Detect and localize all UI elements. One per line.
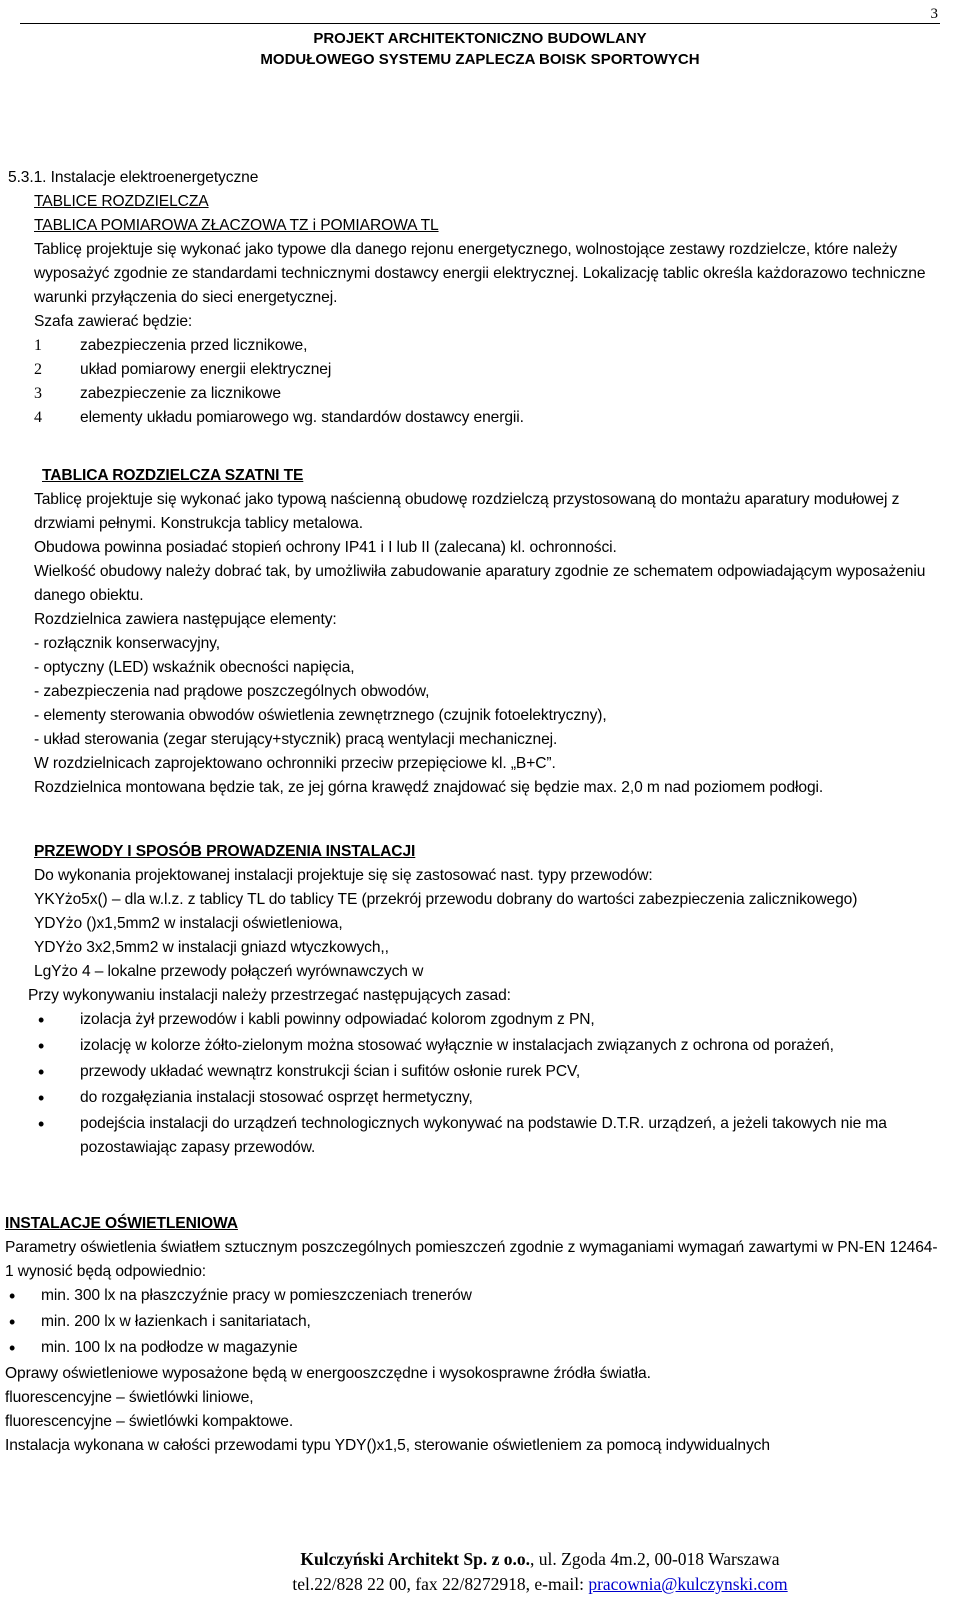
paragraph-line: YKYżo5x() – dla w.l.z. z tablicy TL do tablicy TE (przekrój przewodu dobrany do wartości zabezpieczenia zalicznikowego) bbox=[34, 891, 858, 908]
footer-company-line bbox=[0, 1547, 960, 1572]
paragraph-line: W rozdzielnicach zaprojektowano ochronniki przeciw przepięciowe kl. „B+C”. bbox=[34, 755, 556, 772]
section-tablica-szatni bbox=[34, 464, 944, 800]
list-item bbox=[34, 334, 946, 358]
bullet-icon bbox=[5, 1284, 41, 1310]
bullet-list bbox=[5, 1284, 945, 1362]
list-text: zabezpieczenie za licznikowe bbox=[80, 385, 281, 402]
section-title-text: Instalacje elektroenergetyczne bbox=[46, 169, 259, 186]
paragraph-line: Instalacja wykonana w całości przewodami typu YDY()x1,5, sterowanie oświetleniem za pomocą indywidualnych bbox=[5, 1437, 770, 1454]
numbered-list bbox=[34, 334, 946, 430]
bullet-icon bbox=[5, 1336, 41, 1362]
list-text: podejścia instalacji do urządzeń technologicznych wykonywać na podstawie D.T.R. urządzeń, a jeżeli takowych nie ma pozostawiając zapasy przewodów. bbox=[80, 1115, 887, 1156]
list-text: zabezpieczenia przed licznikowe, bbox=[80, 337, 308, 354]
heading-tablica-szatni: TABLICA ROZDZIELCZA SZATNI TE bbox=[42, 467, 304, 484]
page-footer bbox=[0, 1547, 960, 1597]
bullet-icon bbox=[34, 1034, 80, 1060]
paragraph-line: YDYżo ()x1,5mm2 w instalacji oświetleniowa, bbox=[34, 915, 343, 932]
list-item bbox=[34, 406, 946, 430]
paragraph-line: Rozdzielnica montowana będzie tak, ze jej górna krawędź znajdować się będzie max. 2,0 m nad poziomem podłogi. bbox=[34, 779, 824, 796]
paragraph-tablice: Tablicę projektuje się wykonać jako typowe dla danego rejonu energetycznego, wolnostojące zestawy rozdzielcze, które należy wyposażyć zgodnie ze standardami technicznymi dostawcy energii elektrycznej. Lokalizację tablic określa każdorazowo techniczne warunki przyłączenia do sieci energetycznej. bbox=[34, 241, 926, 306]
header-rule bbox=[20, 23, 940, 24]
heading-tablica-pomiarowa: TABLICA POMIAROWA ZŁACZOWA TZ i POMIAROWA TL bbox=[34, 217, 439, 234]
footer-email-link[interactable]: pracownia@kulczynski.com bbox=[588, 1574, 788, 1594]
paragraph-rules-intro: Przy wykonywaniu instalacji należy przestrzegać następujących zasad: bbox=[28, 987, 511, 1004]
list-text: izolacja żył przewodów i kabli powinny odpowiadać kolorom zgodnym z PN, bbox=[80, 1011, 595, 1028]
document-body bbox=[0, 166, 960, 1458]
list-item bbox=[5, 1336, 945, 1362]
list-text: układ pomiarowy energii elektrycznej bbox=[80, 361, 332, 378]
bullet-icon bbox=[34, 1112, 80, 1160]
footer-company: Kulczyński Architekt Sp. z o.o. bbox=[300, 1549, 531, 1569]
paragraph-line: Obudowa powinna posiadać stopień ochrony IP41 i I lub II (zalecana) kl. ochronności. bbox=[34, 539, 617, 556]
list-item bbox=[34, 1034, 944, 1060]
bullet-icon bbox=[34, 1060, 80, 1086]
bullet-icon bbox=[34, 1086, 80, 1112]
section-oswietlenie bbox=[5, 1212, 945, 1458]
list-text: min. 300 lx na płaszczyźnie pracy w pomieszczeniach trenerów bbox=[41, 1287, 472, 1304]
list-item bbox=[34, 1060, 944, 1086]
list-number: 2 bbox=[34, 361, 42, 378]
paragraph-line: - optyczny (LED) wskaźnik obecności napięcia, bbox=[34, 659, 355, 676]
header-line-2: MODUŁOWEGO SYSTEMU ZAPLECZA BOISK SPORTOWYCH bbox=[260, 51, 700, 68]
paragraph-line: - elementy sterowania obwodów oświetlenia zewnętrznego (czujnik fotoelektryczny), bbox=[34, 707, 607, 724]
list-item bbox=[34, 358, 946, 382]
list-text: do rozgałęziania instalacji stosować osprzęt hermetyczny, bbox=[80, 1089, 473, 1106]
paragraph-line: - układ sterowania (zegar sterujący+stycznik) pracą wentylacji mechanicznej. bbox=[34, 731, 558, 748]
list-text: min. 200 lx w łazienkach i sanitariatach, bbox=[41, 1313, 311, 1330]
list-number: 3 bbox=[34, 385, 42, 402]
paragraph-szafa-intro: Szafa zawierać będzie: bbox=[34, 313, 193, 330]
heading-oswietlenie: INSTALACJE OŚWIETLENIOWA bbox=[5, 1215, 238, 1232]
paragraph-line: fluorescencyjne – świetlówki kompaktowe. bbox=[5, 1413, 294, 1430]
section-przewody bbox=[28, 840, 944, 1160]
page-number: 3 bbox=[930, 6, 938, 22]
paragraph-line: Wielkość obudowy należy dobrać tak, by umożliwiła zabudowanie aparatury zgodnie ze schematem odpowiadającym wyposażeniu danego obiektu. bbox=[34, 563, 926, 604]
footer-address: , ul. Zgoda 4m.2, 00-018 Warszawa bbox=[530, 1549, 780, 1569]
paragraph-line: Tablicę projektuje się wykonać jako typową naścienną obudowę rozdzielczą przystosowaną do montażu aparatury modułowej z drzwiami pełnymi. Konstrukcja tablicy metalowa. bbox=[34, 491, 900, 532]
paragraph-line: Rozdzielnica zawiera następujące elementy: bbox=[34, 611, 337, 628]
list-text: elementy układu pomiarowego wg. standardów dostawcy energii. bbox=[80, 409, 524, 426]
list-text: przewody układać wewnątrz konstrukcji ścian i sufitów osłonie rurek PCV, bbox=[80, 1063, 581, 1080]
bullet-list bbox=[34, 1008, 944, 1160]
paragraph-line: Do wykonania projektowanej instalacji projektuje się się zastosować nast. typy przewodów: bbox=[34, 867, 653, 884]
list-item bbox=[5, 1284, 945, 1310]
paragraph-line: Oprawy oświetleniowe wyposażone będą w energooszczędne i wysokosprawne źródła światła. bbox=[5, 1365, 651, 1382]
header-line-1: PROJEKT ARCHITEKTONICZNO BUDOWLANY bbox=[313, 30, 647, 47]
list-item bbox=[34, 1086, 944, 1112]
bullet-icon bbox=[34, 1008, 80, 1034]
paragraph-line: - rozłącznik konserwacyjny, bbox=[34, 635, 220, 652]
footer-contact: tel.22/828 22 00, fax 22/8272918, e-mail: bbox=[292, 1574, 589, 1594]
paragraph-line: LgYżo 4 – lokalne przewody połączeń wyrównawczych w bbox=[34, 963, 424, 980]
list-text: izolację w kolorze żółto-zielonym można stosować wyłącznie w instalacjach związanych z ochrona od porażeń, bbox=[80, 1037, 834, 1054]
list-number: 1 bbox=[34, 337, 42, 354]
section-number: 5.3.1. bbox=[8, 169, 47, 186]
list-text: min. 100 lx na podłodze w magazynie bbox=[41, 1339, 298, 1356]
paragraph-line: fluorescencyjne – świetlówki liniowe, bbox=[5, 1389, 254, 1406]
list-item bbox=[34, 1008, 944, 1034]
document-header bbox=[0, 28, 960, 70]
list-item bbox=[34, 382, 946, 406]
paragraph-line: - zabezpieczenia nad prądowe poszczególnych obwodów, bbox=[34, 683, 430, 700]
list-item bbox=[5, 1310, 945, 1336]
list-number: 4 bbox=[34, 409, 42, 426]
list-item bbox=[34, 1112, 944, 1160]
section-tablice bbox=[8, 166, 946, 430]
heading-tablice-rozdzielcza: TABLICE ROZDZIELCZA bbox=[34, 193, 209, 210]
footer-contact-line bbox=[0, 1572, 960, 1597]
section-title bbox=[8, 166, 946, 190]
paragraph-oswietlenie-intro: Parametry oświetlenia światłem sztucznym poszczególnych pomieszczeń zgodnie z wymaganiami wymagań zawartymi w PN-EN 12464-1 wynosić będą odpowiednio: bbox=[5, 1239, 938, 1280]
bullet-icon bbox=[5, 1310, 41, 1336]
paragraph-line: YDYżo 3x2,5mm2 w instalacji gniazd wtyczkowych,, bbox=[34, 939, 389, 956]
heading-przewody: PRZEWODY I SPOSÓB PROWADZENIA INSTALACJI bbox=[34, 843, 416, 860]
